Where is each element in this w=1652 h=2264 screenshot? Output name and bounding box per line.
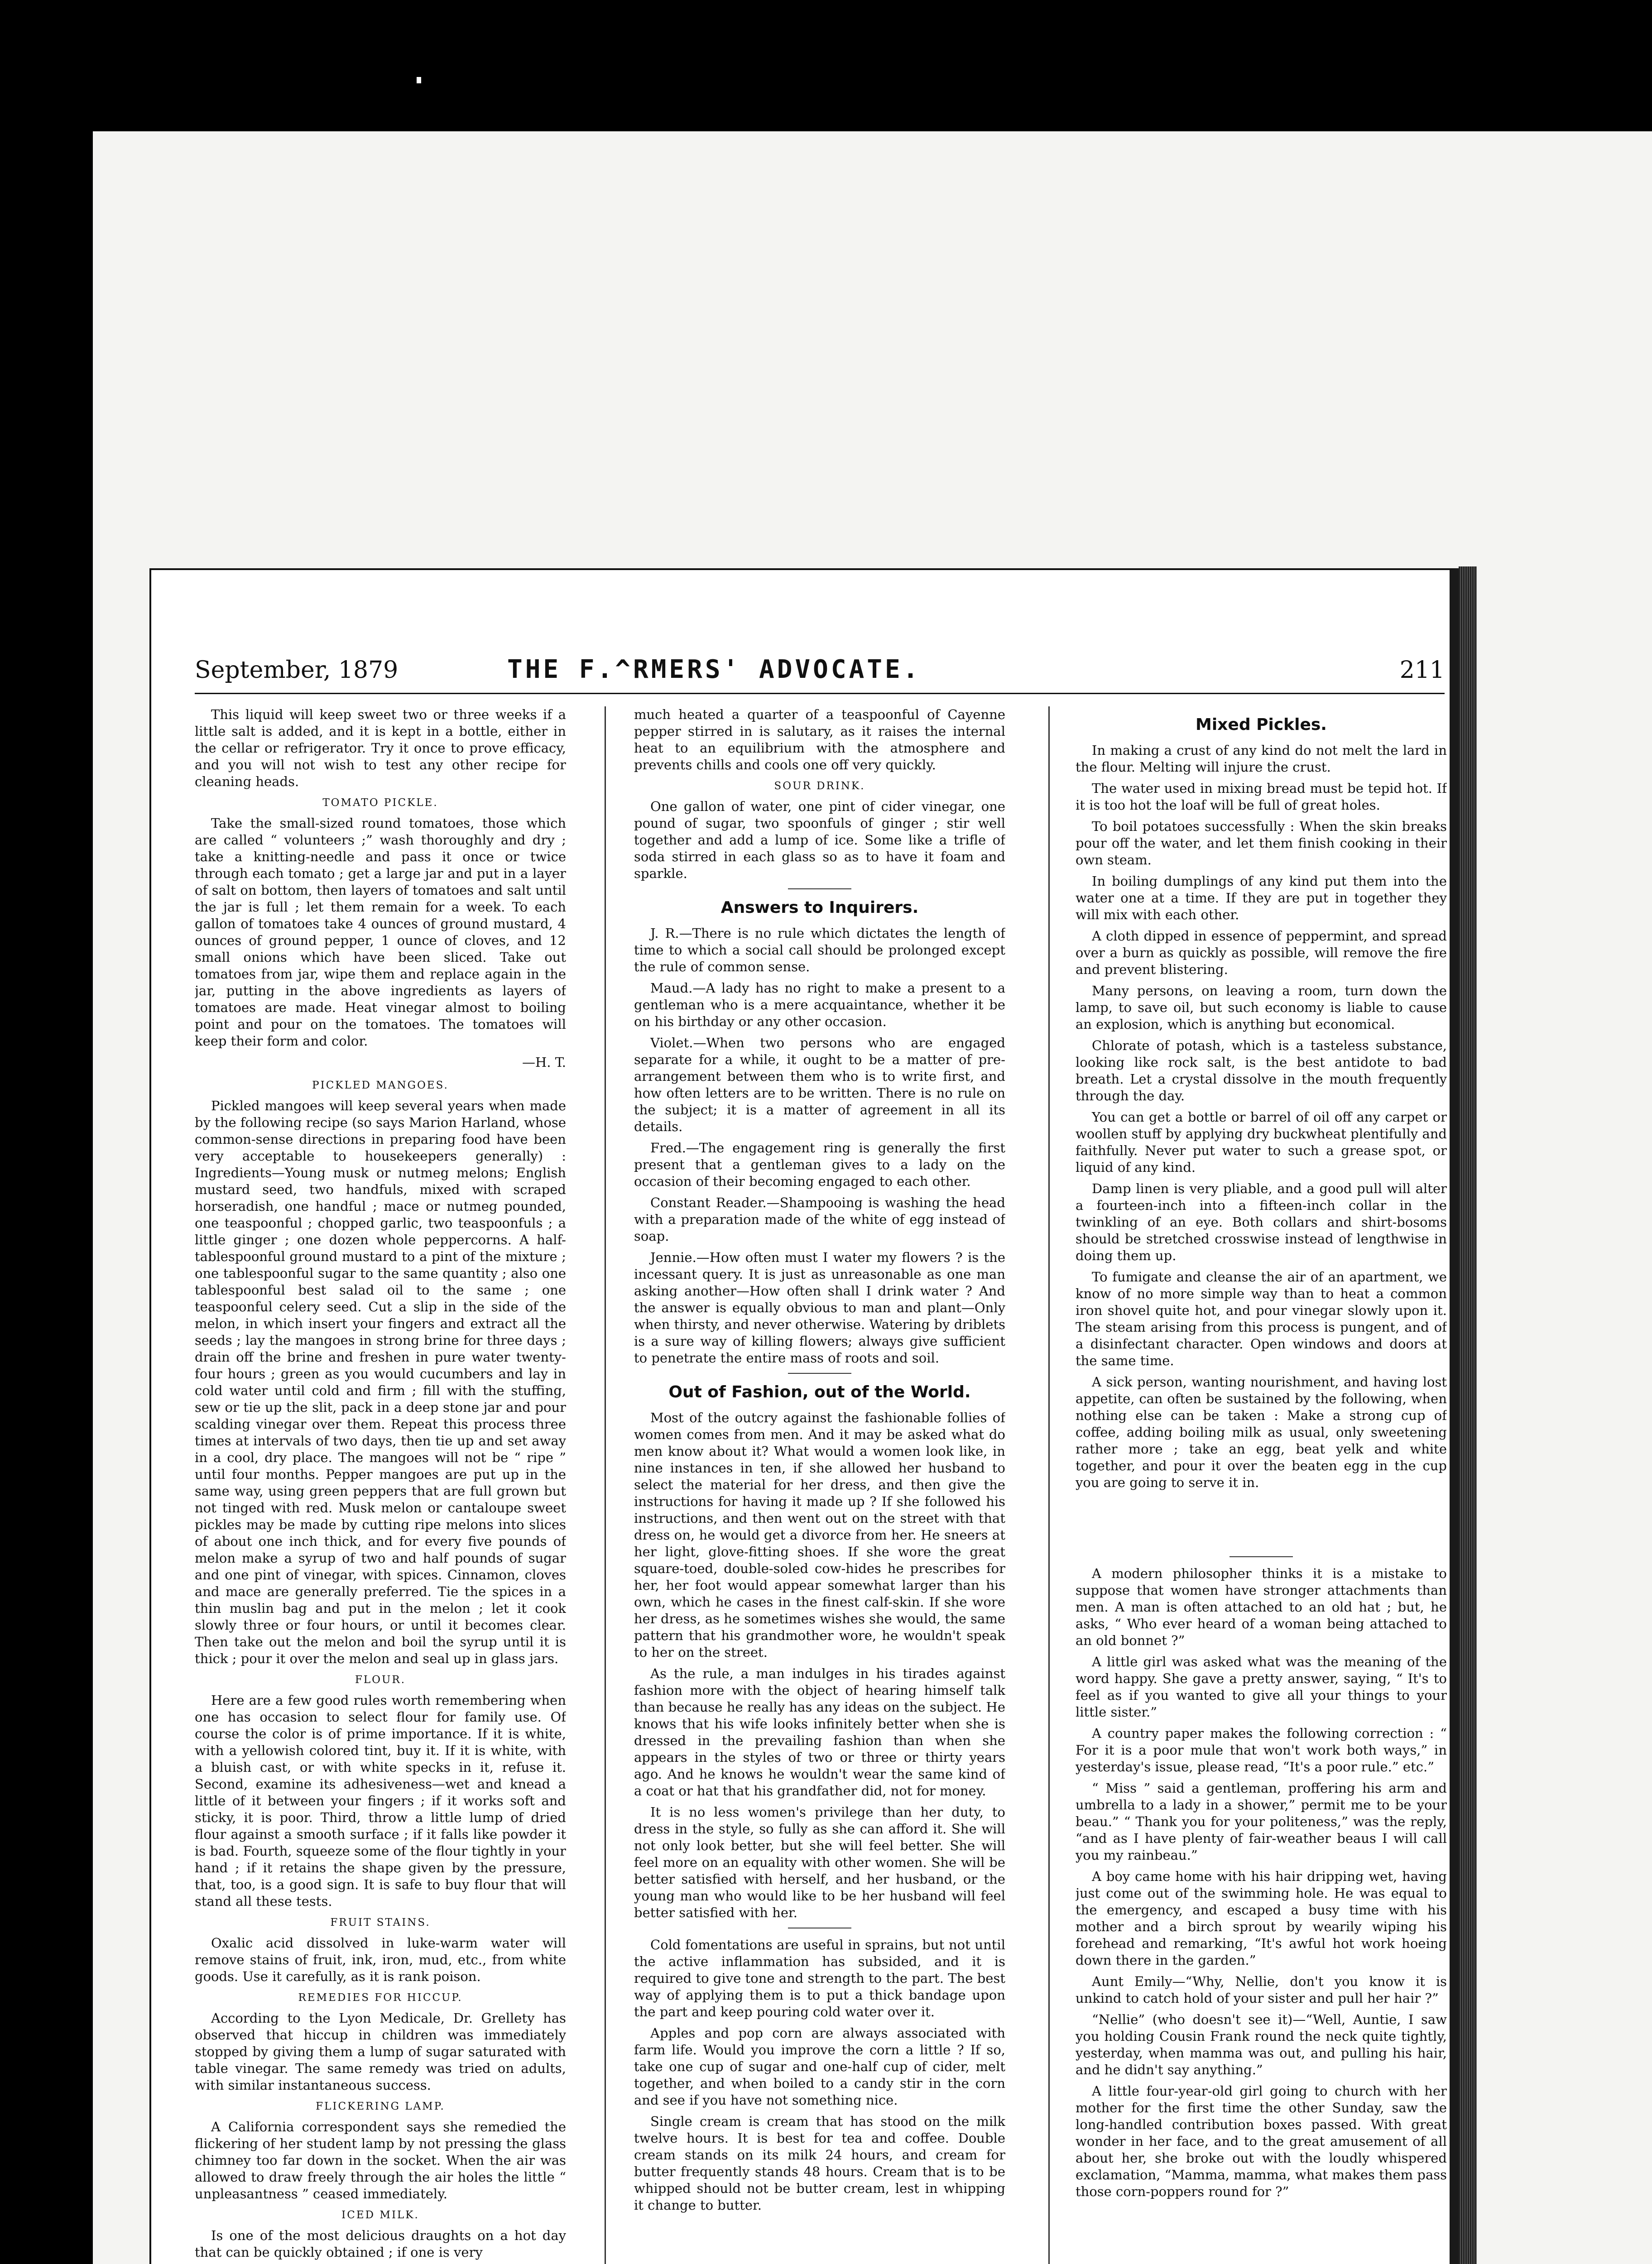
paragraph: Most of the outcry against the fashionable follies of women comes from men. And it may be asked what do men know about it? What would a women look like, in nine instances in ten, if she allowed her husband to select the material for her dress, and then give the instructions for having it made up ? If she followed his instructions, and then went out on the street with that dress on, he would get a divorce from her. He sneers at her light, glove-fitting shoes. If she wore the great square-toed, double-soled cow-hides he prescribes for her, her foot would appear somewhat larger than his own, which he cases in the finest calf-skin. If she wore her dress, as he sometimes wishes she would, the same pattern that his grandmother wore, he wouldn't speak to her on the street. (634, 1410, 1005, 1660)
heading-mixed-pickles: Mixed Pickles. (1196, 715, 1327, 734)
paragraph: In boiling dumplings of any kind put them into the water one at a time. If they are put in together they will mix with each other. (1076, 873, 1447, 922)
heading-out-of-fashion: Out of Fashion, out of the World. (668, 1383, 971, 1401)
header-page-number: 211 (1399, 657, 1445, 684)
humor-paragraph: A little four-year-old girl going to church with her mother for the first time the other Sunday, saw the long-handled contribution boxes passed. With great wonder in her face, and to the great amusement of all about her, she broke out with the loudly whispered exclamation, “Mamma, mamma, what makes them pass those corn-poppers round for ?” (1076, 2083, 1447, 2199)
paragraph: Pickled mangoes will keep several years when made by the following recipe (so says Marion Harland, whose common-sense directions in preparing food have been very acceptable to housekeepers generally) : Ingredients—Young musk or nutmeg melons; English mustard seed, two handfuls, mixed with scraped horseradish, one handful ; mace or nutmeg pounded, one teaspoonful ; chopped garlic, two teaspoonfuls ; a little ginger ; one dozen whole peppercorns. A half-tablespoonful ground mustard to a pint of the mixture ; one tablespoonful sugar to the same quantity ; also one tablespoonful best salad oil to the same ; one teaspoonful celery seed. Cut a slip in the side of the melon, in which insert your fingers and extract all the seeds ; lay the mangoes in strong brine for three days ; drain off the brine and freshen in pure water twenty-four hours ; green as you would cucumbers and lay in cold water until cold and firm ; fill with the stuffing, sew or tie up the slit, pack in a deep stone jar and pour scalding vinegar over them. Repeat this process three times at intervals of two days, then tie up and set away in a cool, dry place. The mangoes will not be “ ripe ” until four months. Pepper mangoes are put up in the same way, using green peppers that are full grown but not tinged with red. Musk melon or cantaloupe sweet pickles may be made by cutting ripe melons into slices of about one inch thick, and for every five pounds of melon make a syrup of two and half pounds of sugar and one pint of vinegar, with spices. Cinnamon, cloves and mace are generally preferred. Tie the spices in a thin muslin bag and put in the melon ; let it cook slowly three or four hours, or until it becomes clear. Then take out the melon and boil the syrup until it is thick ; pour it over the melon and seal up in glass jars. (195, 1098, 566, 1666)
humor-paragraph: A modern philosopher thinks it is a mistake to suppose that women have stronger attachments than men. A man is often attached to an old hat ; but, he asks, “ Who ever heard of a woman being attached to an old bonnet ?” (1076, 1566, 1447, 1648)
paragraph: As the rule, a man indulges in his tirades against fashion more with the object of hearing himself talk than because he really has any ideas on the subject. He knows that his wife looks infinitely better when she is dressed in the prevailing fashion than when she appears in the styles of two or three or thirty years ago. And he knows he wouldn't wear the same kind of a coat or hat that his grandfather did, not for money. (634, 1666, 1005, 1799)
paragraph: Is one of the most delicious draughts on a hot day that can be quickly obtained ; if one is very (195, 2228, 566, 2260)
paragraph: much heated a quarter of a teaspoonful of Cayenne pepper stirred in is salutary, as it raises the internal heat to an equilibrium with the atmosphere and prevents chills and cools one off very quickly. (634, 707, 1005, 772)
paragraph: Here are a few good rules worth remembering when one has occasion to select flour for family use. Of course the color is of prime importance. If it is white, with a yellowish colored tint, buy it. If it is white, with a bluish cast, or with white specks in it, refuse it. Second, examine its adhesiveness—wet and knead a little of it between your fingers ; if it works soft and sticky, it is poor. Third, throw a little lump of dried flour against a smooth surface ; if it falls like powder it is bad. Fourth, squeeze some of the flour tightly in your hand ; if it retains the shape given by the pressure, that, too, is a good sign. It is safe to buy flour that will stand all these tests. (195, 1693, 566, 1909)
page-header (195, 657, 1445, 694)
answer-paragraph: Jennie.—How often must I water my flowers ? is the incessant query. It is just as unreasonable as one man asking another—How often shall I drink water ? And the answer is equally obvious to man and plant—Only when thirsty, and never otherwise. Watering by driblets is a sure way of killing flowers; always give sufficient to penetrate the entire mass of roots and soil. (634, 1250, 1005, 1366)
subheading-sour-drink: SOUR DRINK. (774, 780, 865, 792)
paragraph: Chlorate of potash, which is a tasteless substance, looking like rock salt, is the best antidote to bad breath. Let a crystal dissolve in the mouth frequently through the day. (1076, 1038, 1447, 1103)
paragraph: Single cream is cream that has stood on the milk twelve hours. It is best for tea and coffee. Double cream stands on its milk 24 hours, and cream for butter frequently stands 48 hours. Cream that is to be whipped should not be butter cream, lest in whipping it change to butter. (634, 2114, 1005, 2213)
subheading-fruit-stains: FRUIT STAINS. (330, 1917, 431, 1928)
answer-paragraph: Maud.—A lady has no right to make a present to a gentleman who is a mere acquaintance, whether it be on his birthday or any other occasion. (634, 980, 1005, 1029)
paragraph: You can get a bottle or barrel of oil off any carpet or woollen stuff by applying dry buckwheat plentifully and faithfully. Never put water to such a grease spot, or liquid of any kind. (1076, 1109, 1447, 1175)
column-3 (1076, 706, 1447, 2264)
answer-paragraph: Fred.—The engagement ring is generally the first present that a gentleman gives to a lady on the occasion of their becoming engaged to each other. (634, 1140, 1005, 1189)
subheading-flickering-lamp: FLICKERING LAMP. (316, 2101, 445, 2112)
paragraph: The water used in mixing bread must be tepid hot. If it is too hot the loaf will be full of great holes. (1076, 781, 1447, 813)
header-title: THE F.^RMERS' ADVOCATE. (507, 655, 921, 684)
newspaper-page (177, 657, 1454, 2264)
column-rule (1048, 706, 1050, 2264)
answer-paragraph: Violet.—When two persons who are engaged separate for a while, it ought to be a matter of pre-arrangement between them who is to write first, and how often letters are to be written. There is no rule on the subject; it is a matter of agreement in all its details. (634, 1035, 1005, 1134)
paragraph: A sick person, wanting nourishment, and having lost appetite, can often be sustained by the following, when nothing else can be taken : Make a strong cup of coffee, adding boiling milk as usual, only sweetening rather more ; take an egg, beat yelk and white together, and pour it over the beaten egg in the cup you are going to serve it in. (1076, 1374, 1447, 1490)
paragraph: Damp linen is very pliable, and a good pull will alter a fourteen-inch into a fifteen-inch collar in the twinkling of an eye. Both collars and shirt-bosoms should be stretched crosswise instead of lengthwise in doing them up. (1076, 1181, 1447, 1263)
paragraph: Many persons, on leaving a room, turn down the lamp, to save oil, but such economy is liable to cause an explosion, which is anything but economical. (1076, 983, 1447, 1032)
humor-paragraph: A country paper makes the following correction : “ For it is a poor mule that won't work both ways,” in yesterday's issue, please read, “It's a poor rule.” etc.” (1076, 1726, 1447, 1775)
paragraph: To boil potatoes successfully : When the skin breaks pour off the water, and let them finish cooking in their own steam. (1076, 819, 1447, 868)
column-gap (1076, 1496, 1447, 1550)
paragraph: According to the Lyon Medicale, Dr. Grellety has observed that hiccup in children was immediately stopped by giving them a lump of sugar saturated with table vinegar. The same remedy was tried on adults, with similar instantaneous success. (195, 2010, 566, 2093)
answer-paragraph: Constant Reader.—Shampooing is washing the head with a preparation made of the white of egg instead of soap. (634, 1195, 1005, 1244)
paragraph: A California correspondent says she remedied the flickering of her student lamp by not pressing the glass chimney too far down in the socket. When the air was allowed to draw freely through the air holes the little “ unpleasantness ” ceased immediately. (195, 2119, 566, 2202)
section-divider (788, 888, 851, 889)
film-border-top (0, 0, 1652, 131)
section-divider (1229, 1556, 1293, 1557)
humor-paragraph: Aunt Emily—“Why, Nellie, don't you know it is unkind to catch hold of your sister and pull her hair ?” (1076, 1974, 1447, 2006)
section-divider (788, 1373, 851, 1374)
subheading-tomato-pickle: TOMATO PICKLE. (322, 797, 438, 809)
signature: —H. T. (522, 1055, 566, 1070)
paragraph: This liquid will keep sweet two or three weeks if a little salt is added, and it is kept in a bottle, either in the cellar or refrigerator. Try it once to prove efficacy, and you will not wish to test any other recipe for cleaning heads. (195, 707, 566, 789)
subheading-hiccup: REMEDIES FOR HICCUP. (298, 1992, 463, 2004)
paragraph: To fumigate and cleanse the air of an apartment, we know of no more simple way than to heat a common iron shovel quite hot, and pour vinegar slowly upon it. The steam arising from this process is pungent, and of a disinfectant character. Open windows and doors at the same time. (1076, 1269, 1447, 1368)
paragraph: One gallon of water, one pint of cider vinegar, one pound of sugar, two spoonfuls of ginger ; stir well together and add a lump of ice. Some like a trifle of soda stirred in each glass so as to have it foam and sparkle. (634, 799, 1005, 881)
header-date: September, 1879 (195, 657, 399, 684)
film-border-left (0, 131, 93, 2264)
subheading-pickled-mangoes: PICKLED MANGOES. (312, 1079, 449, 1091)
paragraph: Take the small-sized round tomatoes, those which are called “ volunteers ;” wash thoroughly and dry ; take a knitting-needle and pass it once or twice through each tomato ; get a large jar and put in a layer of salt on bottom, then layers of tomatoes and salt until the jar is full ; let them remain for a week. To each gallon of tomatoes take 4 ounces of ground mustard, 4 ounces of ground pepper, 1 ounce of cloves, and 12 small onions which have been sliced. Take out tomatoes from jar, wipe them and replace again in the jar, putting in the above ingredients as layers of tomatoes are made. Heat vinegar almost to boiling point and pour on the tomatoes. The tomatoes will keep their form and color. (195, 815, 566, 1049)
paragraph: Apples and pop corn are always associated with farm life. Would you improve the corn a little ? If so, take one cup of sugar and one-half cup of cider, melt together, and when boiled to a candy stir in the corn and see if you have not something nice. (634, 2025, 1005, 2108)
paragraph: It is no less women's privilege than her duty, to dress in the style, so fully as she can afford it. She will not only look better, but she will feel better. She will feel more on an equality with other women. She will be better satisfied with herself, and her husband, or the young man who would like to be her husband will feel better satisfied with her. (634, 1804, 1005, 1920)
column-rule (605, 706, 606, 2264)
paragraph: In making a crust of any kind do not melt the lard in the flour. Melting will injure the crust. (1076, 743, 1447, 775)
humor-paragraph: A little girl was asked what was the meaning of the word happy. She gave a pretty answer, saying, “ It's to feel as if you wanted to give all your things to your little sister.” (1076, 1654, 1447, 1720)
paragraph: A cloth dipped in essence of peppermint, and spread over a burn as quickly as possible, will remove the fire and prevent blistering. (1076, 928, 1447, 977)
paragraph: Oxalic acid dissolved in luke-warm water will remove stains of fruit, ink, iron, mud, etc., from white goods. Use it carefully, as it is rank poison. (195, 1935, 566, 1984)
film-speck (417, 77, 421, 83)
paragraph: Cold fomentations are useful in sprains, but not until the active inflammation has subsided, and it is required to give tone and strength to the part. The best way of applying them is to put a thick bandage upon the part and keep pouring cold water over it. (634, 1937, 1005, 2019)
humor-paragraph: A boy came home with his hair dripping wet, having just come out of the swimming hole. He was equal to the emergency, and escaped a busy time with his mother and a birch sprout by wearily wiping his forehead and remarking, “It's awful hot work hoeing down there in the garden.” (1076, 1869, 1447, 1968)
answer-paragraph: J. R.—There is no rule which dictates the length of time to which a social call should be prolonged except the rule of common sense. (634, 926, 1005, 974)
heading-answers-to-inquirers: Answers to Inquirers. (720, 898, 919, 917)
subheading-flour: FLOUR. (355, 1674, 406, 1686)
column-1 (195, 706, 566, 2264)
subheading-iced-milk: ICED MILK. (341, 2209, 419, 2221)
humor-paragraph: “ Miss ” said a gentleman, proffering his arm and umbrella to a lady in a shower,” permit me to be your beau.” “ Thank you for your politeness,” was the reply, “and as I have plenty of fair-weather beaus I will call you my rainbeau.” (1076, 1780, 1447, 1863)
column-2 (634, 706, 1005, 2264)
humor-paragraph: “Nellie” (who doesn't see it)—“Well, Auntie, I saw you holding Cousin Frank round the neck quite tightly, yesterday, when mamma was out, and pulling his hair, and he didn't say anything.” (1076, 2012, 1447, 2077)
